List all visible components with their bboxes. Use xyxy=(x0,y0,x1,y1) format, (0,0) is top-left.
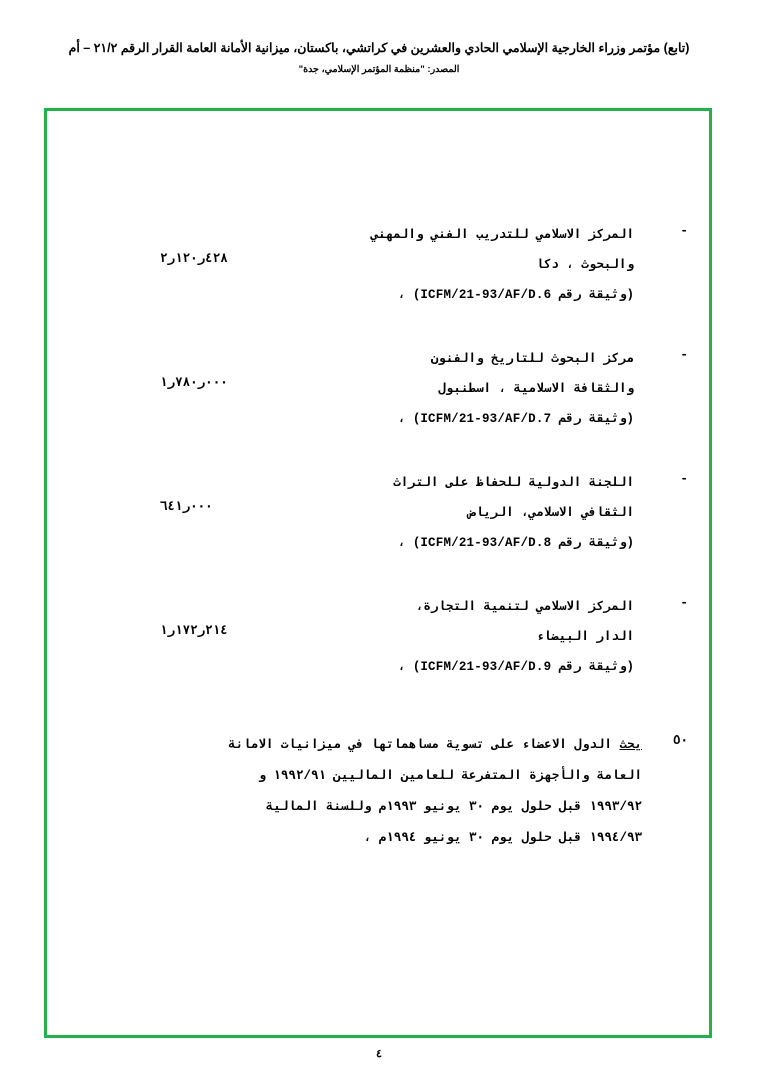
dash-bullet-icon: - xyxy=(680,595,688,610)
doc-end: ) ، xyxy=(397,536,421,550)
dash-bullet-icon: - xyxy=(680,471,688,486)
entry-line-3 xyxy=(64,404,634,434)
entry-line-3 xyxy=(64,652,634,682)
doc-label: (وثيقة رقم xyxy=(558,412,634,426)
numbered-paragraph xyxy=(64,730,694,854)
paragraph-line-1-rest: الدول الاعضاء على تسوية مساهماتها في ميزانيات الامانة xyxy=(228,738,612,752)
doc-reference: ICFM/21-93/AF/D.8 xyxy=(420,536,552,550)
doc-end: ) ، xyxy=(397,288,421,302)
header-title: (تابع) مؤتمر وزراء الخارجية الإسلامي الحادي والعشرين في كراتشي، باكستان، ميزانية الأمانة العامة القرار الرقم ٢١/٢ – أم xyxy=(68,41,690,55)
entry-line-2: الدار البيضاء xyxy=(536,630,634,644)
entry-amount: ٠٠٠ر٦٤١ xyxy=(160,500,213,514)
entry-line-3 xyxy=(64,280,634,310)
entry-line-2: والثقافة الاسلامية ، اسطنبول xyxy=(438,382,634,396)
entry-line-1: المركز الاسلامي للتدريب الفني والمهني xyxy=(370,228,634,242)
paragraph-line-3: ١٩٩٣/٩٢ قبل حلول يوم ٣٠ يونيو ١٩٩٣م وللسنة المالية xyxy=(265,800,642,814)
page-header xyxy=(0,40,758,75)
list-item xyxy=(64,592,694,682)
doc-label: (وثيقة رقم xyxy=(558,288,634,302)
header-source: المصدر: "منظمة المؤتمر الإسلامي، جدة" xyxy=(298,64,460,75)
document-body xyxy=(0,220,758,854)
doc-end: ) ، xyxy=(397,660,421,674)
paragraph-line-4: ١٩٩٤/٩٣ قبل حلول يوم ٣٠ يونيو ١٩٩٤م ، xyxy=(363,831,642,845)
doc-reference: ICFM/21-93/AF/D.9 xyxy=(420,660,552,674)
list-item xyxy=(64,344,694,434)
page-number: ٤ xyxy=(376,1048,382,1060)
paragraph-line-2: العامة والأجهزة المتفرعة للعامين الماليين ١٩٩٢/٩١ و xyxy=(258,769,642,783)
entry-line-1: المركز الاسلامي لتنمية التجارة، xyxy=(415,600,634,614)
entry-line-2: الثقافي الاسلامي، الرياض xyxy=(468,506,634,520)
paragraph-verb: يحث xyxy=(619,738,642,752)
entry-amount: ٢١٤ر١٧٢ر١ xyxy=(160,624,228,638)
list-item xyxy=(64,468,694,558)
doc-reference: ICFM/21-93/AF/D.7 xyxy=(420,412,552,426)
doc-label: (وثيقة رقم xyxy=(558,660,634,674)
paragraph-number: ٥٠ xyxy=(672,734,688,748)
entry-line-2: والبحوث ، دكا xyxy=(536,258,634,272)
entry-line-1: اللجنة الدولية للحفاظ على التراث xyxy=(393,476,634,490)
entry-amount: ٠٠٠ر٧٨٠ر١ xyxy=(160,376,228,390)
entry-line-1: مركز البحوث للتاريخ والفنون xyxy=(430,352,634,366)
dash-bullet-icon: - xyxy=(680,223,688,238)
doc-reference: ICFM/21-93/AF/D.6 xyxy=(420,288,552,302)
list-item xyxy=(64,220,694,310)
paragraph-line-1 xyxy=(64,730,642,761)
dash-bullet-icon: - xyxy=(680,347,688,362)
doc-label: (وثيقة رقم xyxy=(558,536,634,550)
doc-end: ) ، xyxy=(397,412,421,426)
entry-line-3 xyxy=(64,528,634,558)
entry-amount: ٤٢٨ر١٢٠ر٢ xyxy=(160,252,228,266)
